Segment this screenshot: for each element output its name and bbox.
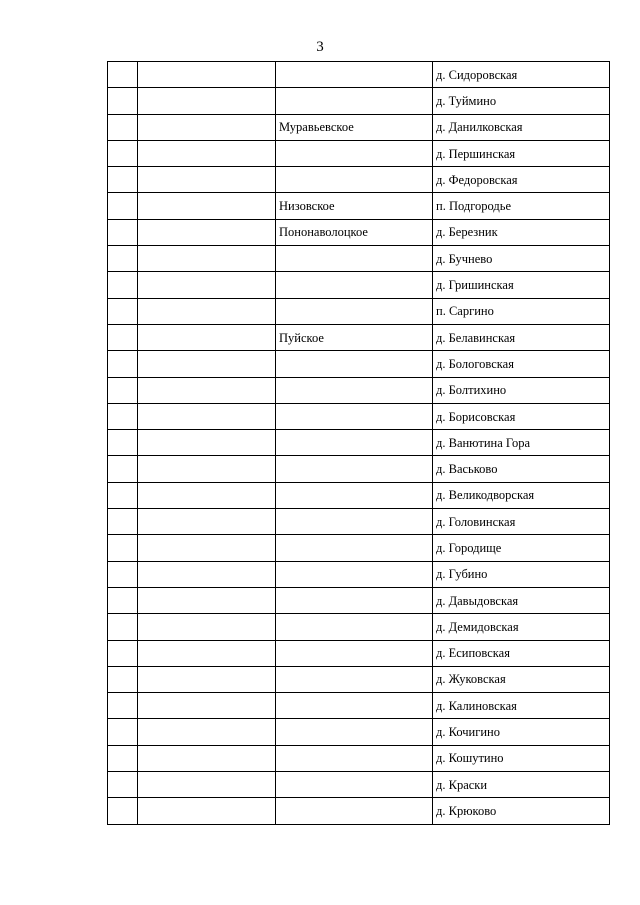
district-cell [138, 561, 276, 587]
number-cell [108, 167, 138, 193]
settlement-cell [276, 298, 433, 324]
table-row [108, 351, 610, 377]
settlement-cell [276, 88, 433, 114]
number-cell [108, 693, 138, 719]
settlement-cell: Пононаволоцкое [276, 219, 433, 245]
number-cell [108, 561, 138, 587]
table-row [108, 193, 610, 219]
locality-cell: д. Краски [433, 772, 610, 798]
number-cell [108, 114, 138, 140]
settlement-cell [276, 772, 433, 798]
table-row [108, 403, 610, 429]
table-row [108, 561, 610, 587]
number-cell [108, 798, 138, 824]
number-cell [108, 482, 138, 508]
district-cell [138, 403, 276, 429]
table-row [108, 798, 610, 824]
settlement-cell [276, 430, 433, 456]
number-cell [108, 772, 138, 798]
table-row [108, 587, 610, 613]
locality-cell: д. Демидовская [433, 614, 610, 640]
number-cell [108, 587, 138, 613]
settlements-table-body [108, 62, 610, 825]
table-row [108, 482, 610, 508]
number-cell [108, 640, 138, 666]
settlement-cell [276, 403, 433, 429]
page-number: 3 [316, 39, 324, 55]
settlement-cell: Низовское [276, 193, 433, 219]
locality-cell: д. Головинская [433, 509, 610, 535]
settlements-table [107, 61, 610, 825]
district-cell [138, 745, 276, 771]
table-row [108, 377, 610, 403]
district-cell [138, 272, 276, 298]
district-cell [138, 324, 276, 350]
district-cell [138, 351, 276, 377]
table-row [108, 324, 610, 350]
table-row [108, 456, 610, 482]
number-cell [108, 745, 138, 771]
district-cell [138, 167, 276, 193]
settlement-cell [276, 587, 433, 613]
locality-cell: д. Калиновская [433, 693, 610, 719]
number-cell [108, 430, 138, 456]
table-row [108, 693, 610, 719]
table-row [108, 298, 610, 324]
number-cell [108, 272, 138, 298]
table-row [108, 88, 610, 114]
district-cell [138, 62, 276, 88]
number-cell [108, 298, 138, 324]
number-cell [108, 193, 138, 219]
locality-cell: д. Березник [433, 219, 610, 245]
number-cell [108, 377, 138, 403]
locality-cell: д. Ванютина Гора [433, 430, 610, 456]
locality-cell: д. Городище [433, 535, 610, 561]
locality-cell: д. Есиповская [433, 640, 610, 666]
locality-cell: д. Давыдовская [433, 587, 610, 613]
district-cell [138, 114, 276, 140]
district-cell [138, 535, 276, 561]
table-row [108, 246, 610, 272]
locality-cell: д. Данилковская [433, 114, 610, 140]
settlement-cell: Пуйское [276, 324, 433, 350]
settlement-cell [276, 509, 433, 535]
settlement-cell [276, 482, 433, 508]
settlement-cell [276, 666, 433, 692]
table-row [108, 272, 610, 298]
number-cell [108, 351, 138, 377]
district-cell [138, 140, 276, 166]
district-cell [138, 666, 276, 692]
table-row [108, 114, 610, 140]
locality-cell: д. Великодворская [433, 482, 610, 508]
table-row [108, 509, 610, 535]
locality-cell: д. Кочигино [433, 719, 610, 745]
district-cell [138, 246, 276, 272]
settlement-cell [276, 456, 433, 482]
locality-cell: д. Белавинская [433, 324, 610, 350]
settlement-cell [276, 745, 433, 771]
table-row [108, 140, 610, 166]
table-row [108, 167, 610, 193]
number-cell [108, 719, 138, 745]
settlement-cell [276, 561, 433, 587]
district-cell [138, 430, 276, 456]
locality-cell: д. Губино [433, 561, 610, 587]
locality-cell: д. Крюково [433, 798, 610, 824]
district-cell [138, 509, 276, 535]
district-cell [138, 772, 276, 798]
settlement-cell [276, 167, 433, 193]
settlement-cell [276, 640, 433, 666]
number-cell [108, 456, 138, 482]
settlement-cell [276, 140, 433, 166]
number-cell [108, 509, 138, 535]
table-row [108, 219, 610, 245]
district-cell [138, 377, 276, 403]
district-cell [138, 640, 276, 666]
settlement-cell [276, 614, 433, 640]
district-cell [138, 88, 276, 114]
table-row [108, 666, 610, 692]
settlement-cell [276, 62, 433, 88]
locality-cell: д. Бучнево [433, 246, 610, 272]
table-row [108, 772, 610, 798]
district-cell [138, 719, 276, 745]
settlement-cell [276, 351, 433, 377]
table-row [108, 614, 610, 640]
settlement-cell [276, 693, 433, 719]
locality-cell: д. Кошутино [433, 745, 610, 771]
locality-cell: д. Болтихино [433, 377, 610, 403]
settlement-cell [276, 377, 433, 403]
table-row [108, 430, 610, 456]
number-cell [108, 219, 138, 245]
table-row [108, 640, 610, 666]
district-cell [138, 219, 276, 245]
locality-cell: д. Туймино [433, 88, 610, 114]
locality-cell: д. Сидоровская [433, 62, 610, 88]
locality-cell: д. Борисовская [433, 403, 610, 429]
number-cell [108, 62, 138, 88]
table-row [108, 745, 610, 771]
settlement-cell: Муравьевское [276, 114, 433, 140]
locality-cell: д. Федоровская [433, 167, 610, 193]
district-cell [138, 482, 276, 508]
settlement-cell [276, 272, 433, 298]
locality-cell: д. Бологовская [433, 351, 610, 377]
district-cell [138, 298, 276, 324]
district-cell [138, 693, 276, 719]
district-cell [138, 193, 276, 219]
number-cell [108, 535, 138, 561]
settlement-cell [276, 246, 433, 272]
settlement-cell [276, 798, 433, 824]
district-cell [138, 587, 276, 613]
number-cell [108, 88, 138, 114]
locality-cell: д. Жуковская [433, 666, 610, 692]
table-row [108, 62, 610, 88]
table-row [108, 719, 610, 745]
district-cell [138, 614, 276, 640]
number-cell [108, 403, 138, 429]
number-cell [108, 614, 138, 640]
locality-cell: п. Саргино [433, 298, 610, 324]
locality-cell: п. Подгородье [433, 193, 610, 219]
settlement-cell [276, 719, 433, 745]
number-cell [108, 140, 138, 166]
number-cell [108, 666, 138, 692]
locality-cell: д. Гришинская [433, 272, 610, 298]
district-cell [138, 798, 276, 824]
district-cell [138, 456, 276, 482]
locality-cell: д. Васьково [433, 456, 610, 482]
table-row [108, 535, 610, 561]
locality-cell: д. Першинская [433, 140, 610, 166]
number-cell [108, 324, 138, 350]
settlement-cell [276, 535, 433, 561]
number-cell [108, 246, 138, 272]
